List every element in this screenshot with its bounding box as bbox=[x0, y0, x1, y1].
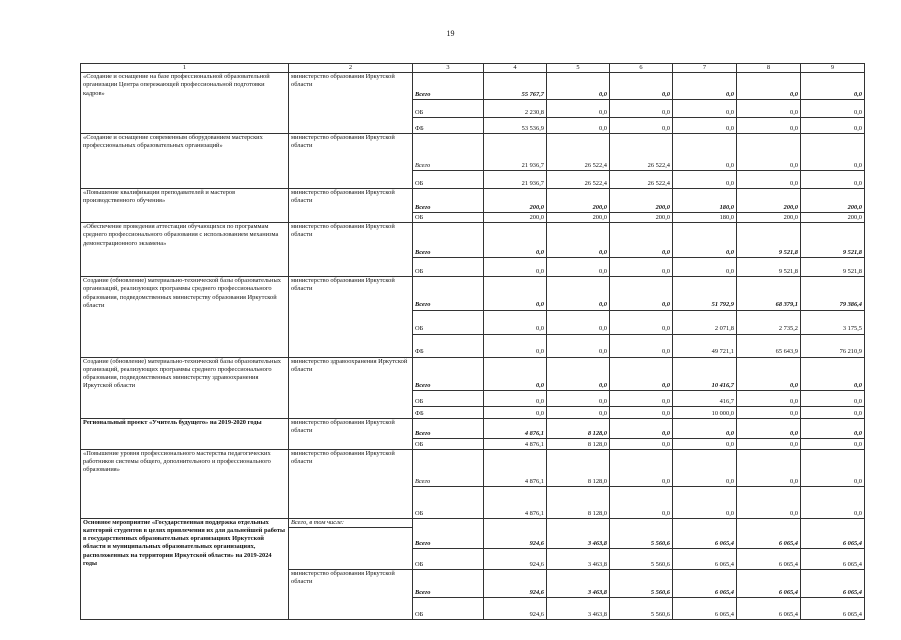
value-cell: 5 560,6 bbox=[610, 549, 673, 570]
value-cell: 0,0 bbox=[673, 100, 737, 118]
value-cell: 200,0 bbox=[737, 213, 801, 223]
value-cell: 0,0 bbox=[484, 357, 547, 390]
value-cell: 0,0 bbox=[801, 406, 865, 418]
value-cell: 0,0 bbox=[801, 171, 865, 189]
value-cell: 0,0 bbox=[737, 73, 801, 100]
source-label: Всего bbox=[413, 277, 484, 310]
source-label: Всего bbox=[413, 528, 484, 549]
value-cell: 0,0 bbox=[484, 310, 547, 334]
measure-name: «Повышение квалификации преподавателей и мастеров производственного обучения» bbox=[81, 189, 289, 213]
value-cell: 2 071,8 bbox=[673, 310, 737, 334]
header-cell: 1 bbox=[81, 64, 289, 73]
executor: министерство образования Иркутской области bbox=[289, 189, 413, 213]
value-cell: 5 560,6 bbox=[610, 528, 673, 549]
value-cell: 26 522,4 bbox=[610, 134, 673, 171]
value-cell: 0,0 bbox=[737, 118, 801, 134]
value-cell: 0,0 bbox=[673, 223, 737, 258]
source-total-including: Всего, в том числе: bbox=[289, 518, 413, 527]
value-cell: 200,0 bbox=[610, 213, 673, 223]
value-cell: 0,0 bbox=[484, 334, 547, 357]
executor: министерство образования Иркутской области bbox=[289, 134, 413, 171]
measure-name: «Повышение уровня профессионального мастерства педагогических работников системы общего, дополнительного и профессионального образования» bbox=[81, 449, 289, 486]
value-cell: 51 792,9 bbox=[673, 277, 737, 310]
value-cell: 4 876,1 bbox=[484, 449, 547, 486]
value-cell: 200,0 bbox=[801, 213, 865, 223]
table-row bbox=[81, 357, 865, 390]
header-cell: 9 bbox=[801, 64, 865, 73]
measure-name: Создание (обновление) материально-технической базы образовательных организаций, реализующих программы среднего профессионального образования, подведомственных министерству здравоохранения Иркутской области bbox=[81, 357, 289, 390]
value-cell: 53 536,9 bbox=[484, 118, 547, 134]
value-cell: 0,0 bbox=[673, 118, 737, 134]
source-label: Всего bbox=[413, 189, 484, 213]
value-cell: 0,0 bbox=[484, 406, 547, 418]
table-row bbox=[81, 390, 865, 406]
value-cell: 0,0 bbox=[610, 438, 673, 449]
value-cell: 0,0 bbox=[737, 406, 801, 418]
budget-table bbox=[80, 63, 865, 620]
value-cell: 0,0 bbox=[801, 390, 865, 406]
value-cell: 0,0 bbox=[737, 438, 801, 449]
table-row bbox=[81, 258, 865, 277]
header-cell: 7 bbox=[673, 64, 737, 73]
value-cell: 200,0 bbox=[737, 189, 801, 213]
value-cell: 0,0 bbox=[484, 258, 547, 277]
value-cell: 6 065,4 bbox=[801, 570, 865, 598]
value-cell: 924,6 bbox=[484, 570, 547, 598]
value-cell: 9 521,8 bbox=[737, 258, 801, 277]
value-cell: 9 521,8 bbox=[737, 223, 801, 258]
value-cell: 76 210,9 bbox=[801, 334, 865, 357]
value-cell: 0,0 bbox=[673, 134, 737, 171]
table-row bbox=[81, 100, 865, 118]
value-cell: 3 175,5 bbox=[801, 310, 865, 334]
value-cell: 0,0 bbox=[801, 449, 865, 486]
value-cell: 5 560,6 bbox=[610, 570, 673, 598]
value-cell: 0,0 bbox=[547, 258, 610, 277]
value-cell: 0,0 bbox=[673, 486, 737, 518]
value-cell: 0,0 bbox=[673, 171, 737, 189]
value-cell: 180,0 bbox=[673, 213, 737, 223]
value-cell: 10 000,0 bbox=[673, 406, 737, 418]
value-cell: 924,6 bbox=[484, 598, 547, 620]
executor: министерство образования Иркутской области bbox=[289, 277, 413, 310]
source-label: ОБ bbox=[413, 258, 484, 277]
value-cell: 0,0 bbox=[610, 258, 673, 277]
value-cell: 21 936,7 bbox=[484, 134, 547, 171]
table-row bbox=[81, 598, 865, 620]
source-label: ОБ bbox=[413, 390, 484, 406]
value-cell: 4 876,1 bbox=[484, 486, 547, 518]
value-cell: 0,0 bbox=[673, 73, 737, 100]
value-cell: 26 522,4 bbox=[610, 171, 673, 189]
value-cell: 68 379,1 bbox=[737, 277, 801, 310]
value-cell: 0,0 bbox=[610, 310, 673, 334]
value-cell: 0,0 bbox=[610, 277, 673, 310]
value-cell: 0,0 bbox=[801, 100, 865, 118]
measure-name: Региональный проект «Учитель будущего» на 2019-2020 годы bbox=[81, 418, 289, 438]
value-cell: 200,0 bbox=[547, 189, 610, 213]
value-cell: 0,0 bbox=[737, 357, 801, 390]
source-label: ФБ bbox=[413, 334, 484, 357]
table-row bbox=[81, 406, 865, 418]
value-cell: 0,0 bbox=[547, 406, 610, 418]
table-row bbox=[81, 518, 865, 527]
value-cell: 8 128,0 bbox=[547, 418, 610, 438]
measure-name: «Создание и оснащение современным оборудованием мастерских профессиональных образовательных организаций» bbox=[81, 134, 289, 171]
value-cell: 0,0 bbox=[801, 134, 865, 171]
value-cell: 924,6 bbox=[484, 528, 547, 549]
executor: министерство образования Иркутской области bbox=[289, 449, 413, 486]
value-cell: 0,0 bbox=[547, 310, 610, 334]
value-cell: 0,0 bbox=[610, 357, 673, 390]
page-number: 19 bbox=[446, 29, 455, 38]
table-row bbox=[81, 334, 865, 357]
measure-name: «Создание и оснащение на базе профессиональной образовательной организации Центра опережающей профессиональной подготовки кадров» bbox=[81, 73, 289, 100]
header-cell: 2 bbox=[289, 64, 413, 73]
table-row bbox=[81, 134, 865, 171]
value-cell: 0,0 bbox=[801, 418, 865, 438]
value-cell: 0,0 bbox=[547, 277, 610, 310]
table-row bbox=[81, 73, 865, 100]
source-label: ОБ bbox=[413, 100, 484, 118]
value-cell: 200,0 bbox=[484, 213, 547, 223]
value-cell: 0,0 bbox=[610, 334, 673, 357]
table-row bbox=[81, 570, 865, 598]
value-cell: 26 522,4 bbox=[547, 134, 610, 171]
value-cell: 0,0 bbox=[610, 390, 673, 406]
value-cell: 0,0 bbox=[737, 486, 801, 518]
value-cell: 0,0 bbox=[610, 118, 673, 134]
value-cell: 9 521,8 bbox=[801, 258, 865, 277]
header-cell: 3 bbox=[413, 64, 484, 73]
value-cell: 0,0 bbox=[737, 390, 801, 406]
value-cell: 200,0 bbox=[801, 189, 865, 213]
header-cell: 4 bbox=[484, 64, 547, 73]
value-cell: 6 065,4 bbox=[673, 598, 737, 620]
source-label: Всего bbox=[413, 418, 484, 438]
measure-name: «Обеспечение проведения аттестации обучающихся по программам среднего профессионального образования с использованием механизма демонстрационного экзамена» bbox=[81, 223, 289, 258]
table-row bbox=[81, 310, 865, 334]
value-cell: 6 065,4 bbox=[673, 528, 737, 549]
table-row bbox=[81, 438, 865, 449]
value-cell: 0,0 bbox=[547, 118, 610, 134]
executor: министерство образования Иркутской области bbox=[289, 73, 413, 100]
source-label: ОБ bbox=[413, 549, 484, 570]
value-cell: 6 065,4 bbox=[737, 598, 801, 620]
value-cell: 26 522,4 bbox=[547, 171, 610, 189]
value-cell: 3 463,8 bbox=[547, 549, 610, 570]
value-cell: 0,0 bbox=[801, 486, 865, 518]
table-row bbox=[81, 213, 865, 223]
value-cell: 6 065,4 bbox=[737, 528, 801, 549]
value-cell: 4 876,1 bbox=[484, 418, 547, 438]
value-cell: 0,0 bbox=[547, 100, 610, 118]
table-row bbox=[81, 171, 865, 189]
value-cell: 0,0 bbox=[547, 73, 610, 100]
table-row bbox=[81, 277, 865, 310]
value-cell: 6 065,4 bbox=[673, 570, 737, 598]
value-cell: 0,0 bbox=[801, 118, 865, 134]
measure-name: Основное мероприятие «Государственная поддержка отдельных категорий студентов в целях привлечения их для дальнейшей работы в государственных образовательных организациях Иркутской области и муниципальных образовательных организациях, расположенных на территории Иркутской области» на 2019-2024 годы bbox=[81, 518, 289, 569]
value-cell: 924,6 bbox=[484, 549, 547, 570]
value-cell: 0,0 bbox=[610, 418, 673, 438]
source-label: Всего bbox=[413, 223, 484, 258]
value-cell: 65 643,9 bbox=[737, 334, 801, 357]
value-cell: 200,0 bbox=[610, 189, 673, 213]
table-row bbox=[81, 486, 865, 518]
value-cell: 0,0 bbox=[673, 438, 737, 449]
value-cell: 0,0 bbox=[801, 438, 865, 449]
value-cell: 49 721,1 bbox=[673, 334, 737, 357]
value-cell: 6 065,4 bbox=[801, 549, 865, 570]
table-row bbox=[81, 189, 865, 213]
value-cell: 10 416,7 bbox=[673, 357, 737, 390]
value-cell: 0,0 bbox=[610, 100, 673, 118]
value-cell: 4 876,1 bbox=[484, 438, 547, 449]
value-cell: 0,0 bbox=[547, 390, 610, 406]
value-cell: 21 936,7 bbox=[484, 171, 547, 189]
measure-name: Создание (обновление) материально-технической базы образовательных организаций, реализующих программы среднего профессионального образования, подведомственных министерству образования Иркутской области bbox=[81, 277, 289, 310]
value-cell: 2 735,2 bbox=[737, 310, 801, 334]
table-row bbox=[81, 223, 865, 258]
value-cell: 6 065,4 bbox=[673, 549, 737, 570]
value-cell: 8 128,0 bbox=[547, 486, 610, 518]
source-label: Всего bbox=[413, 73, 484, 100]
header-cell: 5 bbox=[547, 64, 610, 73]
value-cell: 0,0 bbox=[673, 258, 737, 277]
value-cell: 5 560,6 bbox=[610, 598, 673, 620]
source-label: ОБ bbox=[413, 598, 484, 620]
source-label: ОБ bbox=[413, 310, 484, 334]
value-cell: 55 767,7 bbox=[484, 73, 547, 100]
header-cell: 8 bbox=[737, 64, 801, 73]
value-cell: 3 463,8 bbox=[547, 528, 610, 549]
source-label: Всего bbox=[413, 570, 484, 598]
value-cell: 0,0 bbox=[547, 357, 610, 390]
table-row bbox=[81, 418, 865, 438]
executor: министерство образования Иркутской области bbox=[289, 223, 413, 258]
source-label: Всего bbox=[413, 449, 484, 486]
value-cell: 180,0 bbox=[673, 189, 737, 213]
header-row bbox=[81, 64, 865, 73]
value-cell: 8 128,0 bbox=[547, 449, 610, 486]
value-cell: 2 230,8 bbox=[484, 100, 547, 118]
value-cell: 6 065,4 bbox=[801, 528, 865, 549]
value-cell: 0,0 bbox=[484, 390, 547, 406]
value-cell: 0,0 bbox=[547, 334, 610, 357]
value-cell: 0,0 bbox=[610, 73, 673, 100]
value-cell: 0,0 bbox=[610, 223, 673, 258]
value-cell: 0,0 bbox=[737, 418, 801, 438]
value-cell: 0,0 bbox=[737, 171, 801, 189]
value-cell: 0,0 bbox=[801, 357, 865, 390]
header-cell: 6 bbox=[610, 64, 673, 73]
executor: министерство образования Иркутской области bbox=[289, 418, 413, 438]
source-label: ОБ bbox=[413, 438, 484, 449]
value-cell: 0,0 bbox=[610, 486, 673, 518]
value-cell: 3 463,8 bbox=[547, 570, 610, 598]
value-cell: 0,0 bbox=[610, 449, 673, 486]
source-label: ФБ bbox=[413, 406, 484, 418]
value-cell: 6 065,4 bbox=[801, 598, 865, 620]
value-cell: 0,0 bbox=[673, 449, 737, 486]
value-cell: 416,7 bbox=[673, 390, 737, 406]
value-cell: 0,0 bbox=[547, 223, 610, 258]
value-cell: 0,0 bbox=[610, 406, 673, 418]
value-cell: 6 065,4 bbox=[737, 570, 801, 598]
value-cell: 0,0 bbox=[737, 100, 801, 118]
source-label: ОБ bbox=[413, 213, 484, 223]
source-label: ОБ bbox=[413, 171, 484, 189]
value-cell: 3 463,8 bbox=[547, 598, 610, 620]
value-cell: 0,0 bbox=[484, 223, 547, 258]
value-cell: 0,0 bbox=[801, 73, 865, 100]
executor: министерство здравоохранения Иркутской области bbox=[289, 357, 413, 390]
table-row bbox=[81, 118, 865, 134]
value-cell: 0,0 bbox=[737, 449, 801, 486]
value-cell: 0,0 bbox=[484, 277, 547, 310]
value-cell: 9 521,8 bbox=[801, 223, 865, 258]
value-cell: 0,0 bbox=[673, 418, 737, 438]
value-cell: 200,0 bbox=[484, 189, 547, 213]
value-cell: 200,0 bbox=[547, 213, 610, 223]
source-label: ФБ bbox=[413, 118, 484, 134]
value-cell: 8 128,0 bbox=[547, 438, 610, 449]
value-cell: 79 386,4 bbox=[801, 277, 865, 310]
source-label: Всего bbox=[413, 134, 484, 171]
source-label: ОБ bbox=[413, 486, 484, 518]
table-row bbox=[81, 449, 865, 486]
value-cell: 6 065,4 bbox=[737, 549, 801, 570]
source-label: Всего bbox=[413, 357, 484, 390]
executor: министерство образования Иркутской области bbox=[289, 570, 413, 598]
value-cell: 0,0 bbox=[737, 134, 801, 171]
